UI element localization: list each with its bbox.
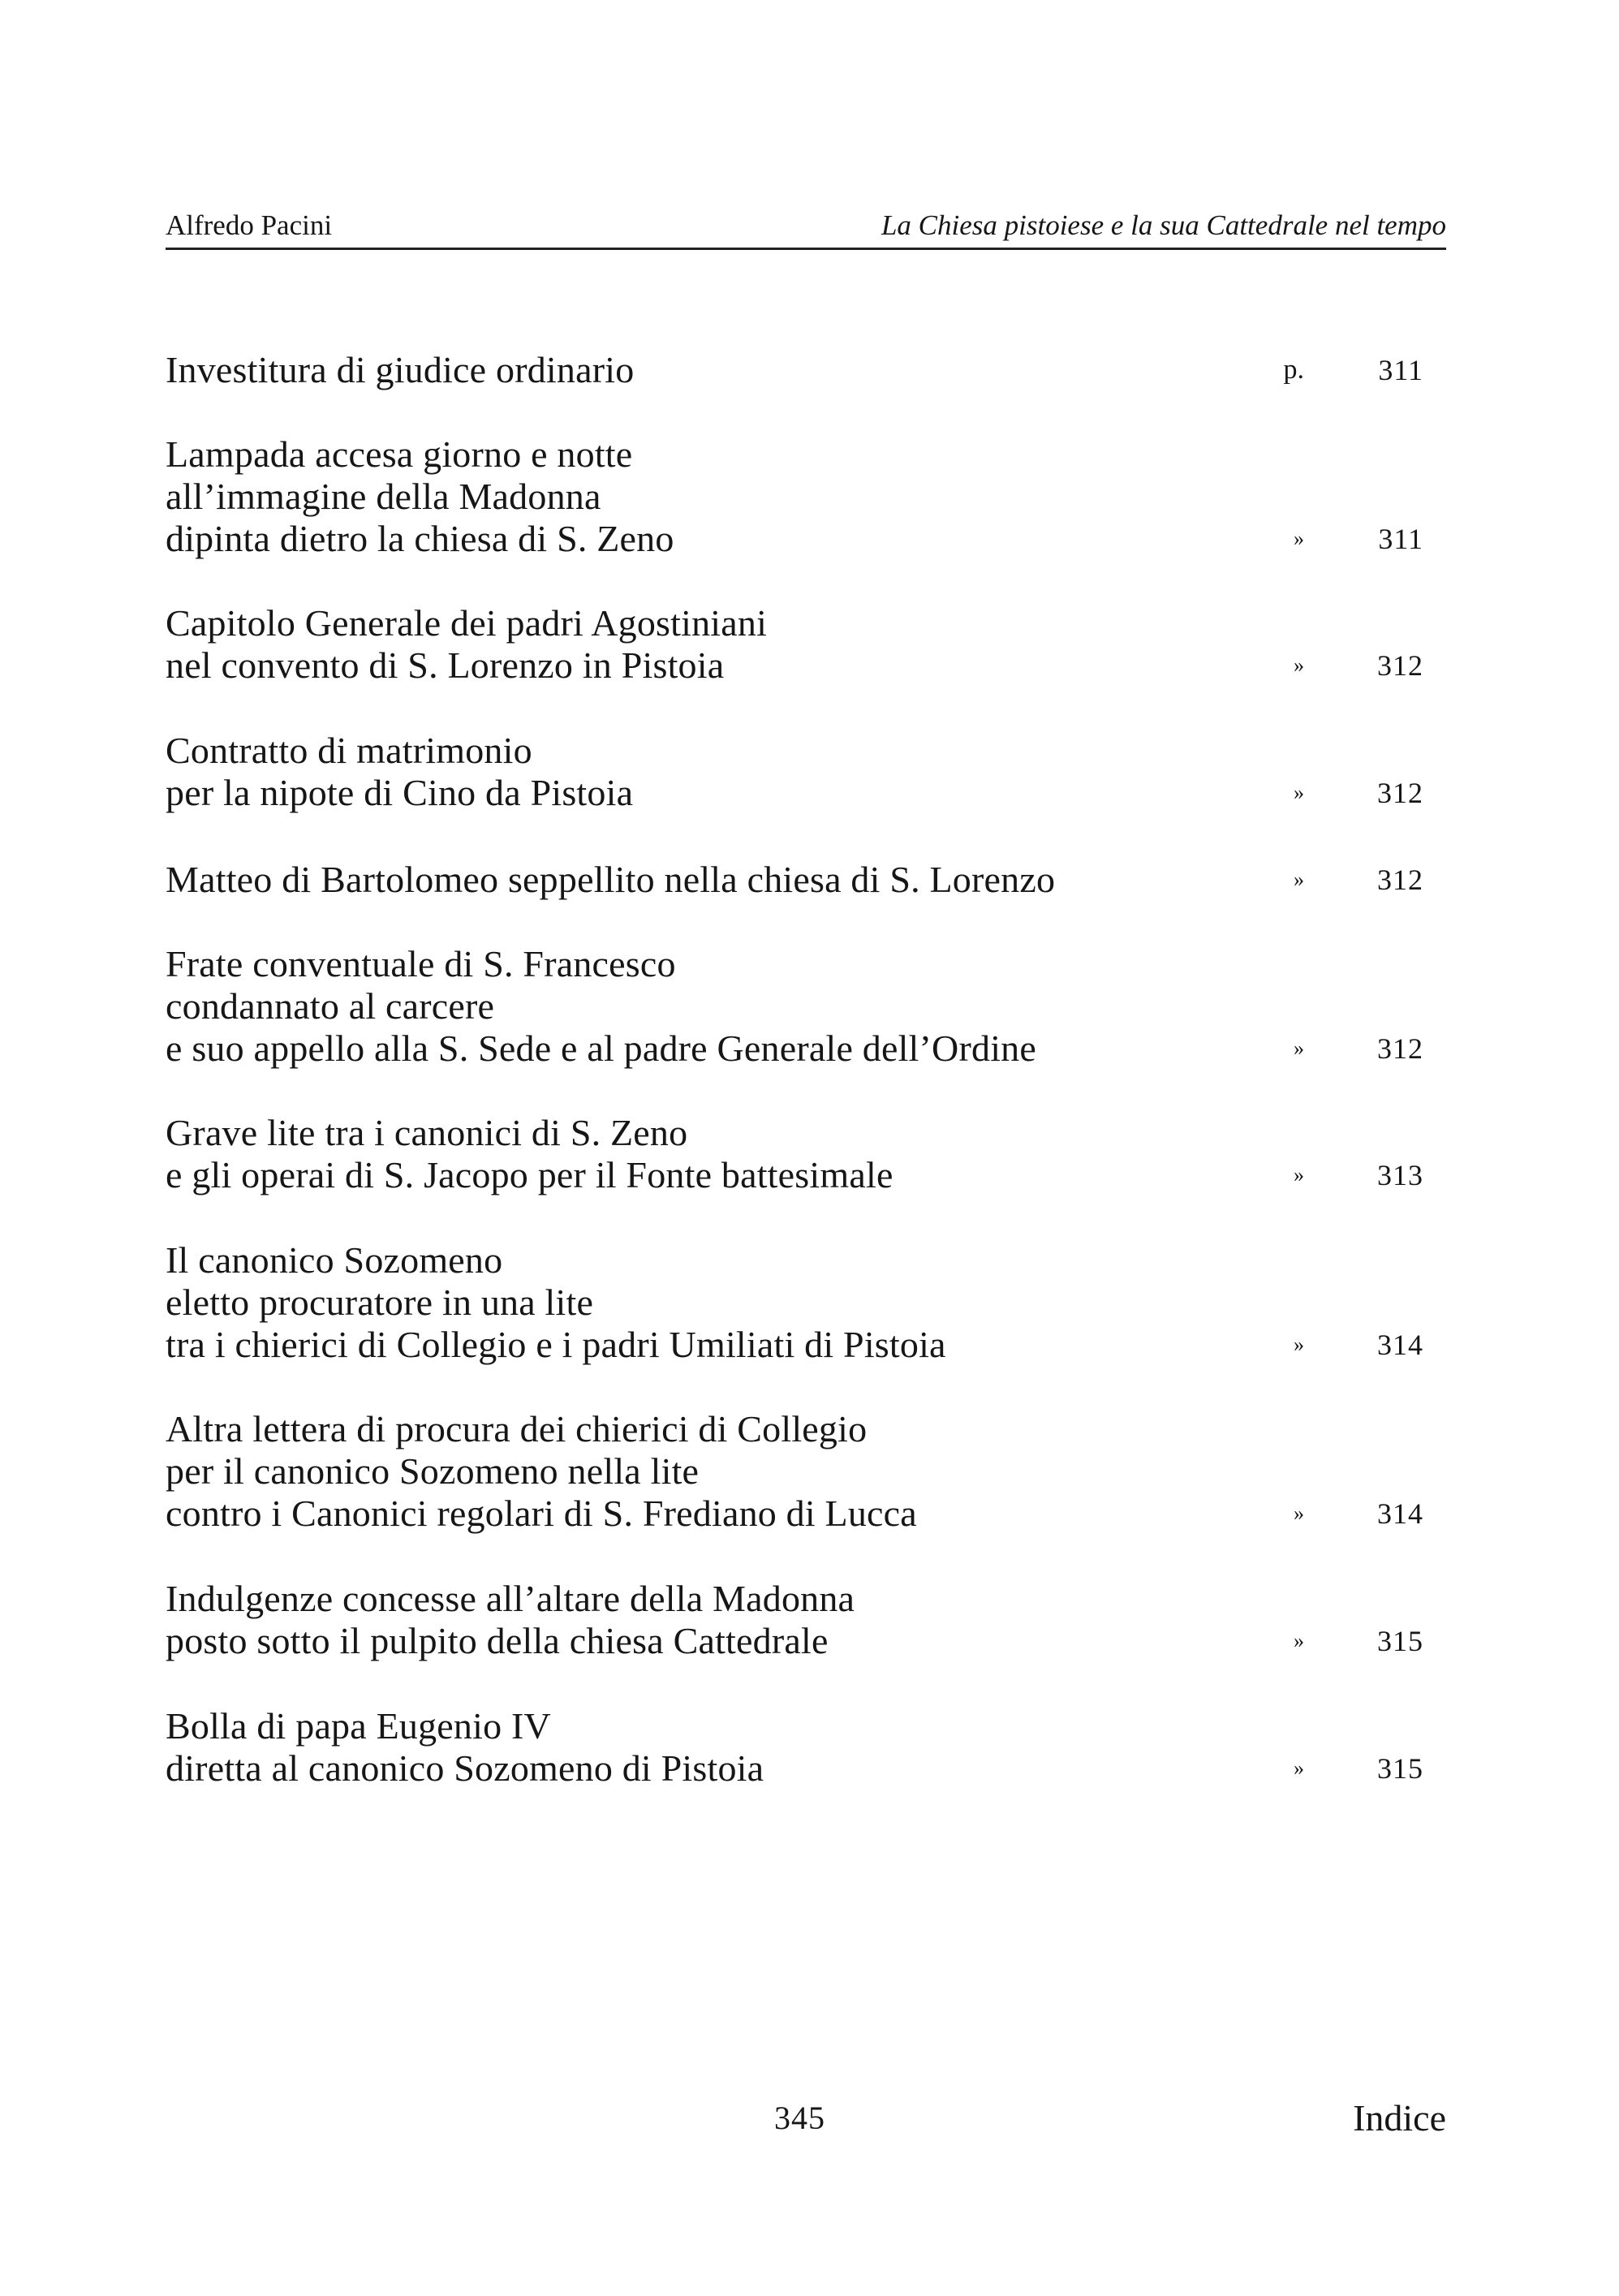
entry-line: per la nipote di Cino da Pistoia — [166, 772, 634, 813]
ditto-marker: » — [1294, 1629, 1304, 1652]
entry-line: dipinta dietro la chiesa di S. Zeno — [166, 518, 674, 559]
entry-line: Lampada accesa giorno e notte — [166, 433, 633, 475]
entry-line: Frate conventuale di S. Francesco — [166, 943, 676, 984]
entry-line: Capitolo Generale dei padri Agostiniani — [166, 602, 768, 644]
entry-line: tra i chierici di Collegio e i padri Umiliati di Pistoia — [166, 1324, 946, 1365]
page-reference: 315 — [1377, 1625, 1423, 1657]
page-reference: 312 — [1377, 864, 1423, 896]
page-reference: 313 — [1377, 1159, 1423, 1191]
index-entry — [166, 433, 1446, 560]
entry-text — [166, 1112, 1446, 1196]
index-entry — [166, 349, 1446, 391]
page-reference: 311 — [1378, 523, 1423, 555]
index-entry — [166, 1112, 1446, 1196]
ditto-marker: » — [1294, 1756, 1304, 1780]
entry-line: e gli operai di S. Jacopo per il Fonte battesimale — [166, 1154, 893, 1195]
entry-text — [166, 1578, 1446, 1662]
entry-text — [166, 602, 1446, 687]
entry-text — [166, 943, 1446, 1070]
entry-line: Investitura di giudice ordinario — [166, 349, 635, 390]
entry-line: posto sotto il pulpito della chiesa Cattedrale — [166, 1620, 829, 1661]
index-entry — [166, 1408, 1446, 1535]
entry-line: nel convento di S. Lorenzo in Pistoia — [166, 644, 725, 686]
ditto-marker: » — [1294, 1036, 1304, 1060]
entry-line: eletto procuratore in una lite — [166, 1282, 594, 1323]
entry-line: diretta al canonico Sozomeno di Pistoia — [166, 1747, 764, 1789]
index-entry — [166, 859, 1446, 901]
entry-line: condannato al carcere — [166, 985, 495, 1027]
page-reference: 314 — [1377, 1497, 1423, 1530]
ditto-marker: » — [1294, 1163, 1304, 1187]
entry-line: per il canonico Sozomeno nella lite — [166, 1450, 700, 1492]
ditto-marker: » — [1294, 527, 1304, 550]
entry-line: Contratto di matrimonio — [166, 730, 532, 771]
entry-text — [166, 730, 1446, 814]
entry-line: Indulgenze concesse all’altare della Madonna — [166, 1578, 855, 1619]
ditto-marker: » — [1294, 781, 1304, 804]
entry-line: contro i Canonici regolari di S. Frediano di Lucca — [166, 1493, 917, 1534]
entry-line: Matteo di Bartolomeo seppellito nella chiesa di S. Lorenzo — [166, 859, 1056, 900]
index-entry — [166, 943, 1446, 1070]
page-reference: 315 — [1377, 1752, 1423, 1785]
footer-section-title: Indice — [1353, 2097, 1446, 2139]
page-reference: 314 — [1377, 1329, 1423, 1361]
entry-text — [166, 1239, 1446, 1366]
entry-text — [166, 433, 1446, 560]
entry-text — [166, 349, 1446, 391]
header-book-title: La Chiesa pistoiese e la sua Cattedrale nel tempo — [881, 209, 1446, 241]
page-reference: 312 — [1377, 1032, 1423, 1065]
entry-line: Il canonico Sozomeno — [166, 1239, 503, 1281]
page-reference: 312 — [1377, 777, 1423, 809]
entry-text — [166, 859, 1446, 901]
index-entry — [166, 1239, 1446, 1366]
index-entry — [166, 730, 1446, 814]
header-rule — [166, 248, 1446, 250]
entry-line: Bolla di papa Eugenio IV — [166, 1705, 551, 1747]
page-reference: 312 — [1377, 649, 1423, 682]
entry-text — [166, 1705, 1446, 1790]
ditto-marker: » — [1294, 653, 1304, 677]
entry-line: Altra lettera di procura dei chierici di Collegio — [166, 1408, 868, 1450]
running-header — [166, 209, 1446, 242]
header-author: Alfredo Pacini — [166, 209, 333, 241]
page-prefix: p. — [1283, 355, 1304, 385]
index-entry — [166, 602, 1446, 687]
index-entry — [166, 1578, 1446, 1662]
ditto-marker: » — [1294, 1333, 1304, 1356]
footer-page-number: 345 — [774, 2100, 825, 2136]
page-reference: 311 — [1378, 354, 1423, 386]
entry-line: Grave lite tra i canonici di S. Zeno — [166, 1112, 688, 1153]
ditto-marker: » — [1294, 868, 1304, 891]
entry-line: all’immagine della Madonna — [166, 476, 601, 517]
entry-line: e suo appello alla S. Sede e al padre Generale dell’Ordine — [166, 1027, 1036, 1069]
ditto-marker: » — [1294, 1501, 1304, 1525]
index-entry — [166, 1705, 1446, 1790]
entry-text — [166, 1408, 1446, 1535]
